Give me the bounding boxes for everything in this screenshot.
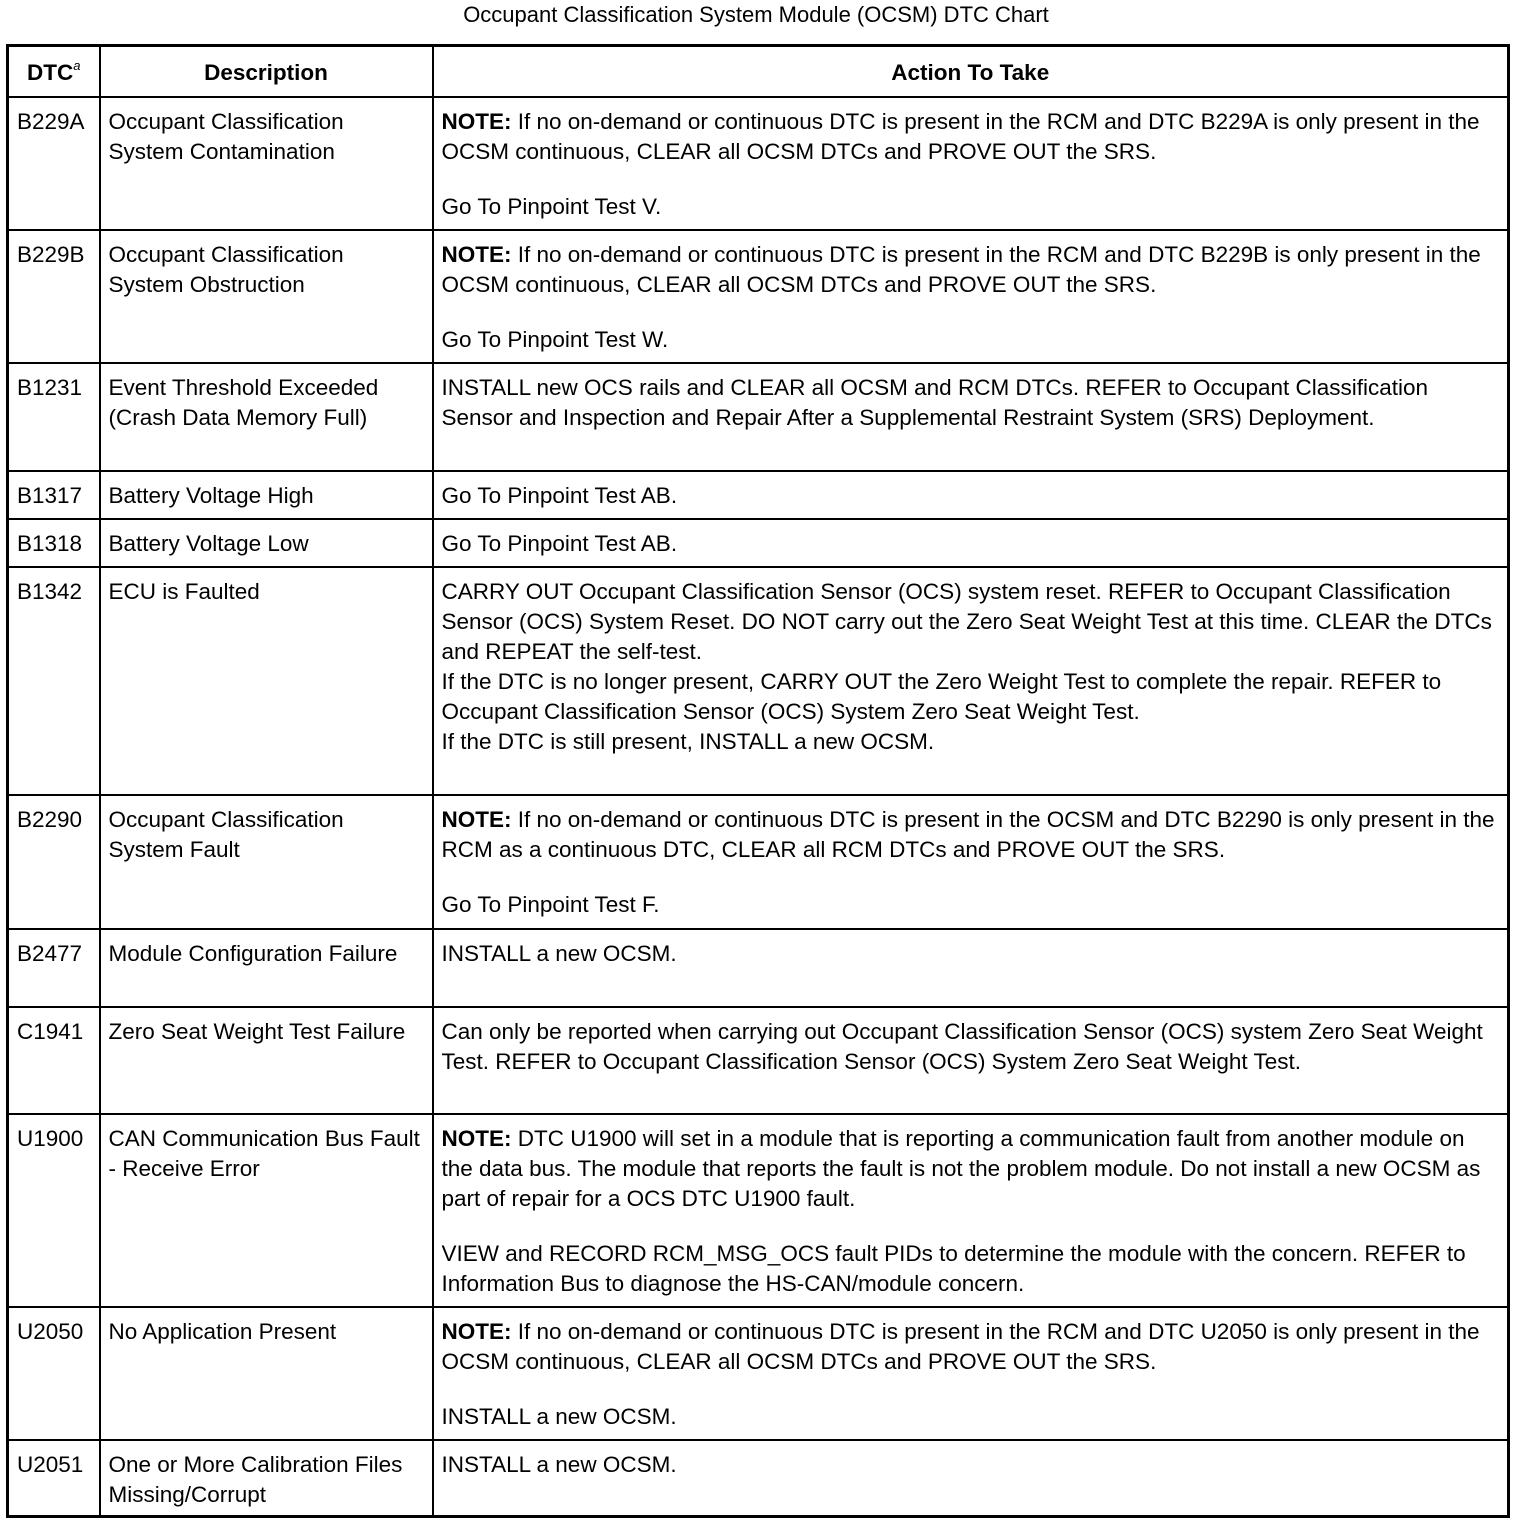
dtc-code: B229A <box>8 97 100 230</box>
note-text: If no on-demand or continuous DTC is present in the RCM and DTC B229B is only present in the OCSM continuous, CLEAR all OCSM DTCs and PROVE OUT the SRS. <box>441 241 1481 297</box>
dtc-description: One or More Calibration Files Missing/Corrupt <box>100 1440 433 1517</box>
header-dtc: DTC$^a$ <box>8 46 100 97</box>
table-row <box>8 795 1509 929</box>
action-text: Go To Pinpoint Test V. <box>441 193 662 219</box>
dtc-description: Module Configuration Failure <box>100 929 433 1007</box>
note-text: If no on-demand or continuous DTC is present in the OCSM and DTC B2290 is only present in the RCM as a continuous DTC, CLEAR all RCM DTCs and PROVE OUT the SRS. <box>441 806 1495 862</box>
note-label: NOTE: <box>441 241 512 267</box>
table-row <box>8 1307 1509 1440</box>
dtc-code: U1900 <box>8 1114 100 1307</box>
dtc-description: Zero Seat Weight Test Failure <box>100 1007 433 1114</box>
note-label: NOTE: <box>441 1125 512 1151</box>
action-text: VIEW and RECORD RCM_MSG_OCS fault PIDs to determine the module with the concern. REFER to Information Bus to diagnose the HS-CAN/module concern. <box>441 1240 1466 1296</box>
table-row <box>8 471 1509 519</box>
dtc-action: Can only be reported when carrying out Occupant Classification Sensor (OCS) system Zero Seat Weight Test. REFER to Occupant Classification Sensor (OCS) System Zero Seat Weight Test. <box>433 1007 1509 1114</box>
table-row <box>8 230 1509 363</box>
dtc-code: B1317 <box>8 471 100 519</box>
dtc-description: ECU is Faulted <box>100 567 433 795</box>
action-line: If the DTC is no longer present, CARRY OUT the Zero Weight Test to complete the repair. REFER to Occupant Classification Sensor (OCS) System Zero Seat Weight Test. <box>441 668 1442 724</box>
note-text: If no on-demand or continuous DTC is present in the RCM and DTC B229A is only present in the OCSM continuous, CLEAR all OCSM DTCs and PROVE OUT the SRS. <box>441 108 1480 164</box>
dtc-action: INSTALL a new OCSM. <box>433 1440 1509 1517</box>
header-description: Description <box>100 46 433 97</box>
dtc-description: Occupant Classification System Contamination <box>100 97 433 230</box>
note-label: NOTE: <box>441 806 512 832</box>
dtc-action <box>433 1307 1509 1440</box>
table-row <box>8 929 1509 1007</box>
chart-title: Occupant Classification System Module (OCSM) DTC Chart <box>463 2 1049 27</box>
dtc-action <box>433 97 1509 230</box>
dtc-description: Occupant Classification System Obstruction <box>100 230 433 363</box>
table-row <box>8 1440 1509 1517</box>
table-row <box>8 97 1509 230</box>
dtc-code: B2290 <box>8 795 100 929</box>
dtc-description: CAN Communication Bus Fault - Receive Error <box>100 1114 433 1307</box>
dtc-description: Event Threshold Exceeded (Crash Data Memory Full) <box>100 363 433 471</box>
dtc-description: Occupant Classification System Fault <box>100 795 433 929</box>
dtc-action: INSTALL a new OCSM. <box>433 929 1509 1007</box>
table-row <box>8 1114 1509 1307</box>
table-row <box>8 567 1509 795</box>
dtc-action <box>433 230 1509 363</box>
dtc-action: Go To Pinpoint Test AB. <box>433 471 1509 519</box>
dtc-code: B1318 <box>8 519 100 567</box>
dtc-action: Go To Pinpoint Test AB. <box>433 519 1509 567</box>
note-text: If no on-demand or continuous DTC is present in the RCM and DTC U2050 is only present in the OCSM continuous, CLEAR all OCSM DTCs and PROVE OUT the SRS. <box>441 1318 1480 1374</box>
header-action: Action To Take <box>433 46 1509 97</box>
dtc-description: Battery Voltage Low <box>100 519 433 567</box>
dtc-description: No Application Present <box>100 1307 433 1440</box>
dtc-code: U2051 <box>8 1440 100 1517</box>
dtc-code: B1342 <box>8 567 100 795</box>
dtc-action <box>433 795 1509 929</box>
action-text: Go To Pinpoint Test W. <box>441 326 669 352</box>
dtc-code: B2477 <box>8 929 100 1007</box>
dtc-code: U2050 <box>8 1307 100 1440</box>
dtc-description: Battery Voltage High <box>100 471 433 519</box>
table-row <box>8 519 1509 567</box>
action-text: INSTALL a new OCSM. <box>441 1403 677 1429</box>
table-row <box>8 363 1509 471</box>
action-line: CARRY OUT Occupant Classification Sensor (OCS) system reset. REFER to Occupant Classification Sensor (OCS) System Reset. DO NOT carry out the Zero Seat Weight Test at this time. CLEAR the DTCs and REPEAT the self-test. <box>441 578 1492 664</box>
table-row <box>8 1007 1509 1114</box>
dtc-action <box>433 1114 1509 1307</box>
note-label: NOTE: <box>441 108 512 134</box>
dtc-code: C1941 <box>8 1007 100 1114</box>
header-row <box>8 46 1509 97</box>
dtc-code: B1231 <box>8 363 100 471</box>
footnote-marker: a <box>73 58 81 73</box>
action-text: Go To Pinpoint Test F. <box>441 891 660 917</box>
dtc-action <box>433 567 1509 795</box>
dtc-table <box>6 44 1510 1518</box>
note-text: DTC U1900 will set in a module that is reporting a communication fault from another module on the data bus. The module that reports the fault is not the problem module. Do not install a new OCSM as part of repair for a OCS DTC U1900 fault. <box>441 1125 1481 1211</box>
action-line: If the DTC is still present, INSTALL a new OCSM. <box>441 728 935 754</box>
dtc-action: INSTALL new OCS rails and CLEAR all OCSM and RCM DTCs. REFER to Occupant Classification Sensor and Inspection and Repair After a Supplemental Restraint System (SRS) Deployment. <box>433 363 1509 471</box>
dtc-code: B229B <box>8 230 100 363</box>
note-label: NOTE: <box>441 1318 512 1344</box>
